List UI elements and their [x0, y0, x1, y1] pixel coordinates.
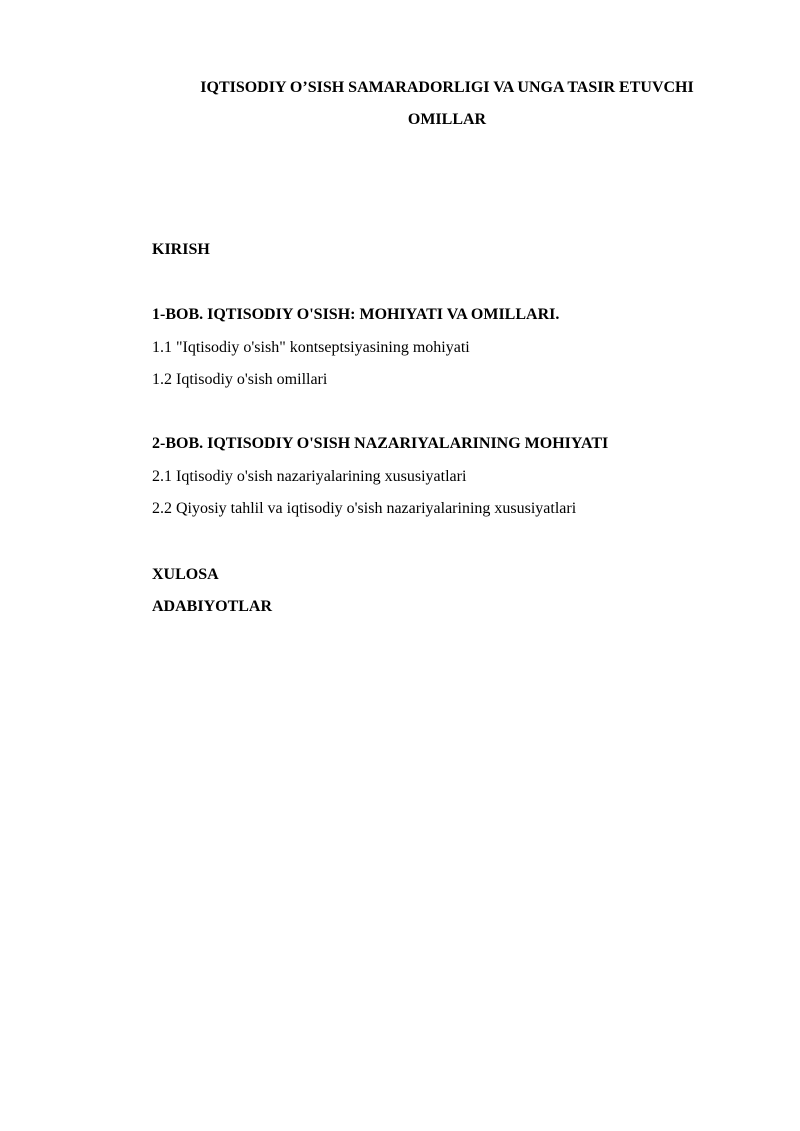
document-title-line-2: OMILLAR: [407, 111, 487, 128]
toc-conclusion: XULOSA: [152, 566, 219, 583]
toc-chapter2-item-2: 2.2 Qiyosiy tahlil va iqtisodiy o'sish nazariyalarining xususiyatlari: [152, 500, 577, 517]
toc-references: ADABIYOTLAR: [152, 598, 273, 615]
toc-chapter1-item-2: 1.2 Iqtisodiy o'sish omillari: [152, 371, 328, 388]
toc-chapter1-item-1: 1.1 "Iqtisodiy o'sish" kontseptsiyasining mohiyati: [152, 339, 470, 356]
toc-intro: KIRISH: [152, 241, 210, 258]
toc-chapter2-heading: 2-BOB. IQTISODIY O'SISH NAZARIYALARINING MOHIYATI: [152, 435, 609, 452]
document-title-line-1: IQTISODIY O’SISH SAMARADORLIGI VA UNGA TASIR ETUVCHI: [200, 79, 694, 96]
toc-chapter1-heading: 1-BOB. IQTISODIY O'SISH: MOHIYATI VA OMILLARI.: [152, 306, 560, 323]
toc-chapter2-item-1: 2.1 Iqtisodiy o'sish nazariyalarining xususiyatlari: [152, 468, 467, 485]
